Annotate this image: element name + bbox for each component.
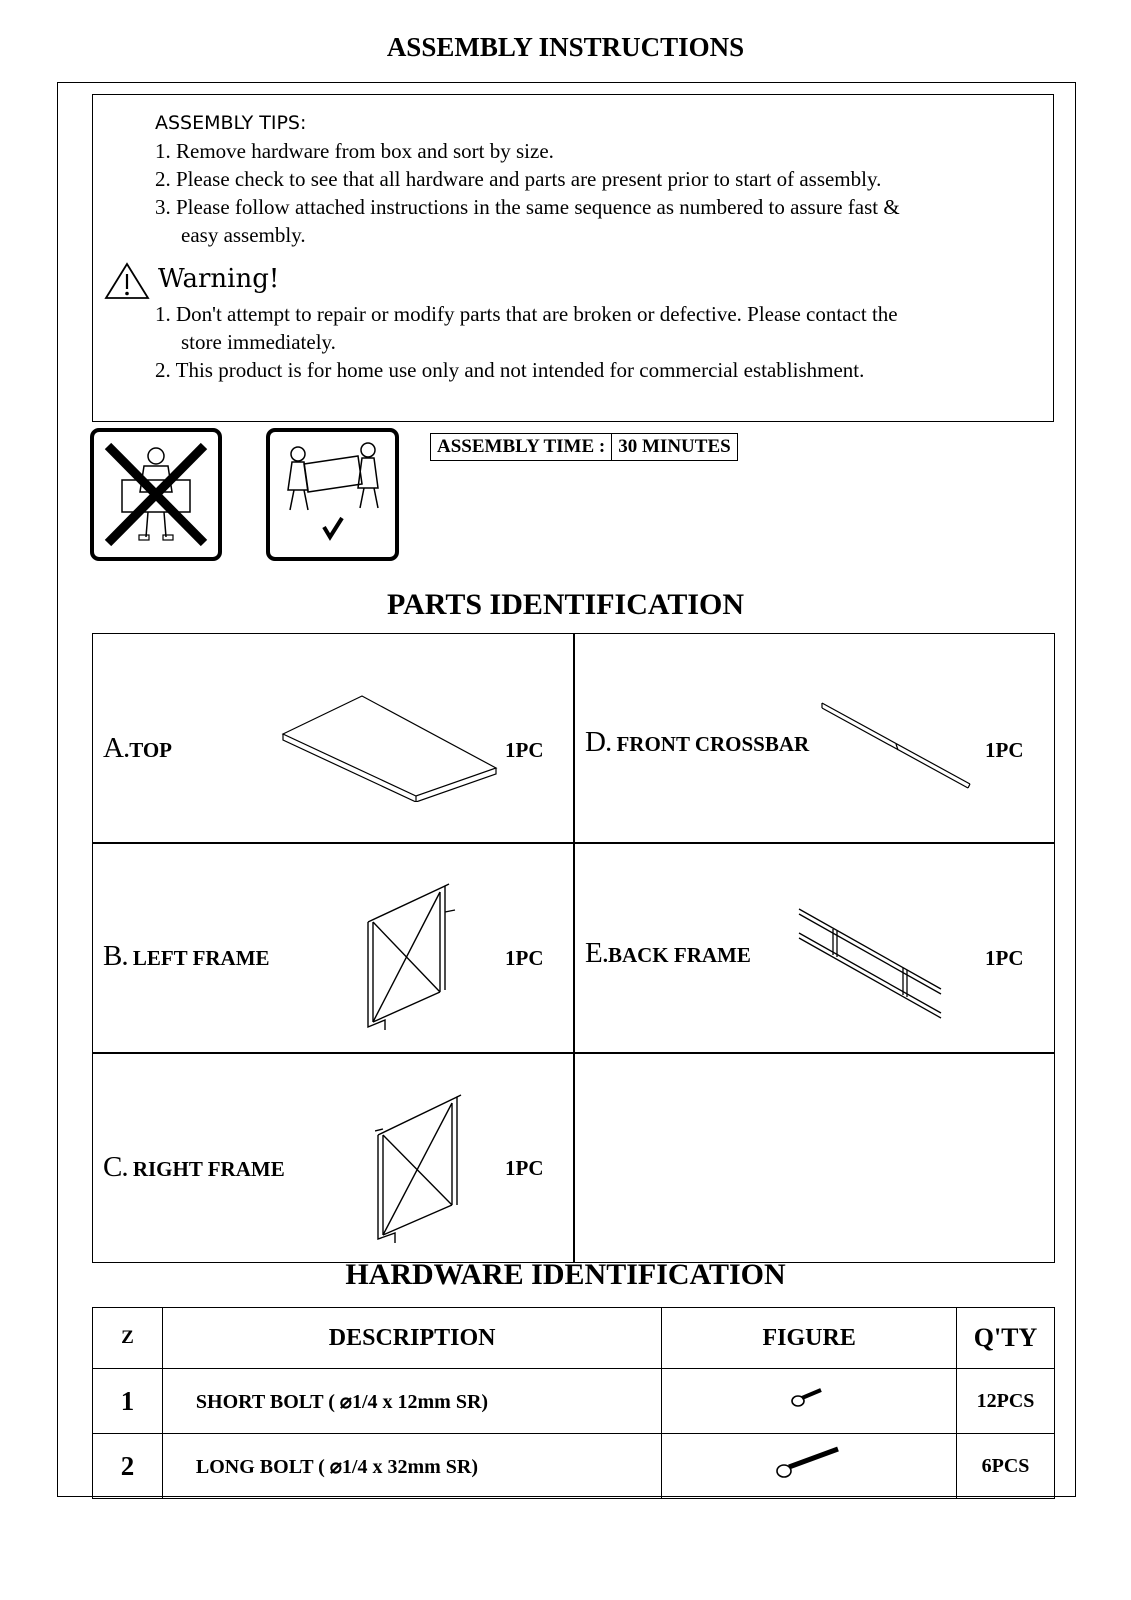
parts-grid-divider — [92, 1052, 1055, 1054]
assembly-time-box — [430, 433, 738, 461]
part-qty: 1PC — [985, 946, 1024, 970]
tip-item: 1. Remove hardware from box and sort by size. — [155, 139, 554, 163]
part-b: B. LEFT FRAME — [103, 940, 270, 972]
part-e: E.BACK FRAME — [585, 937, 751, 969]
parts-grid-divider — [92, 842, 1055, 844]
part-qty: 1PC — [505, 738, 544, 762]
part-letter: B — [103, 940, 123, 972]
tip-item: 3. Please follow attached instructions in the same sequence as numbered to assure fast & — [155, 195, 900, 219]
part-name: LEFT FRAME — [132, 946, 270, 970]
hardware-description: SHORT BOLT ( ⌀1/4 x 12mm SR) — [162, 1369, 661, 1434]
hardware-row — [93, 1369, 1055, 1434]
hardware-id: 1 — [93, 1369, 163, 1434]
hardware-table — [92, 1307, 1055, 1499]
parts-grid-divider — [573, 633, 575, 1263]
header-description: DESCRIPTION — [162, 1308, 661, 1369]
right-frame-illustration — [375, 1093, 475, 1245]
hardware-header-row — [93, 1308, 1055, 1369]
left-frame-illustration — [365, 882, 465, 1032]
part-a: A.TOP — [103, 732, 172, 764]
hardware-description: LONG BOLT ( ⌀1/4 x 32mm SR) — [162, 1434, 661, 1499]
hardware-qty: 6PCS — [957, 1434, 1055, 1499]
tip-item: easy assembly. — [181, 223, 306, 247]
warning-item: store immediately. — [181, 330, 336, 354]
back-frame-illustration — [795, 905, 945, 1020]
parts-title: PARTS IDENTIFICATION — [386, 588, 745, 621]
header-id: Z — [93, 1308, 163, 1369]
hardware-row — [93, 1434, 1055, 1499]
two-person-lift-icon — [266, 428, 399, 561]
tips-heading: ASSEMBLY TIPS: — [155, 112, 307, 134]
part-name: TOP — [129, 738, 172, 762]
part-name: FRONT CROSSBAR — [616, 732, 810, 756]
hardware-qty: 12PCS — [957, 1369, 1055, 1434]
short-bolt-icon — [789, 1386, 829, 1410]
part-letter: C — [103, 1151, 123, 1183]
part-d: D. FRONT CROSSBAR — [585, 726, 810, 758]
page-title: ASSEMBLY INSTRUCTIONS — [386, 32, 745, 62]
hardware-figure — [662, 1434, 957, 1499]
assembly-time-value: 30 MINUTES — [611, 434, 736, 460]
tip-item: 2. Please check to see that all hardware and parts are present prior to start of assembly. — [155, 167, 882, 191]
warning-title: Warning! — [158, 264, 280, 294]
no-single-lift-icon — [90, 428, 222, 561]
part-letter: E — [585, 937, 603, 969]
hardware-figure — [662, 1369, 957, 1434]
part-qty: 1PC — [505, 1156, 544, 1180]
warning-item: 2. This product is for home use only and not intended for commercial establishment. — [155, 358, 865, 382]
warning-item: 1. Don't attempt to repair or modify parts that are broken or defective. Please contact the — [155, 302, 898, 326]
header-qty: Q'TY — [957, 1308, 1055, 1369]
assembly-time-label: ASSEMBLY TIME : — [437, 436, 606, 457]
tabletop-illustration — [280, 692, 500, 802]
warning-icon — [104, 262, 150, 300]
part-qty: 1PC — [505, 946, 544, 970]
header-figure: FIGURE — [662, 1308, 957, 1369]
hardware-id: 2 — [93, 1434, 163, 1499]
long-bolt-icon — [774, 1446, 844, 1480]
part-name: RIGHT FRAME — [132, 1157, 285, 1181]
part-letter: D — [585, 726, 606, 758]
hardware-title: HARDWARE IDENTIFICATION — [345, 1258, 786, 1291]
front-crossbar-illustration — [818, 700, 978, 800]
part-name: BACK FRAME — [607, 943, 751, 967]
part-letter: A — [103, 732, 124, 764]
part-c: C. RIGHT FRAME — [103, 1151, 285, 1183]
part-qty: 1PC — [985, 738, 1024, 762]
